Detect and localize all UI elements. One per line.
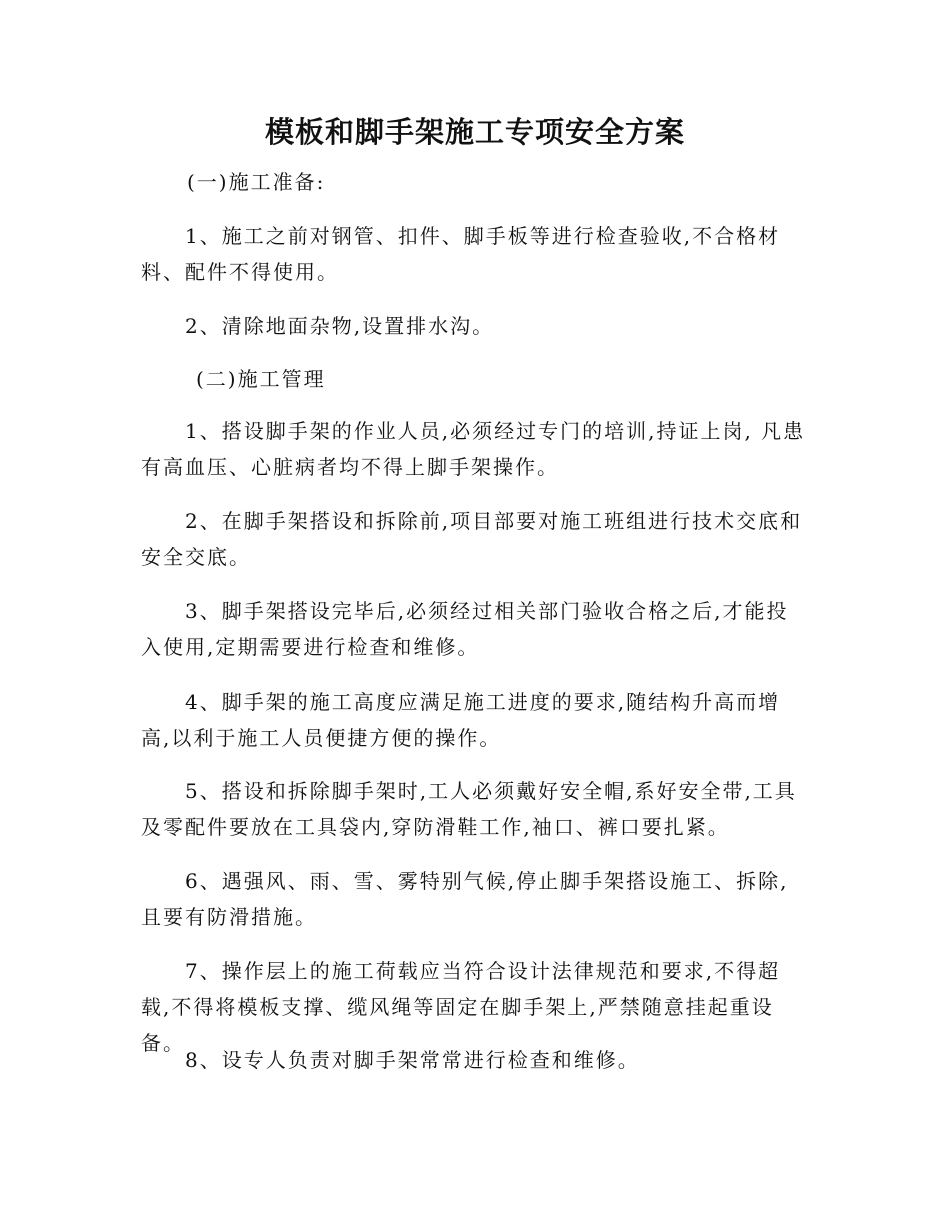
paragraph-text: 5、搭设和拆除脚手架时,工人必须戴好安全帽,系好安全带,工具及零配件要放在工具袋内,穿防滑鞋工作,袖口、裤口要扎紧。 — [141, 779, 797, 839]
paragraph — [141, 593, 807, 665]
paragraph-text: 1、施工之前对钢管、扣件、脚手板等进行检查验收,不合格材料、配件不得使用。 — [141, 224, 781, 284]
paragraph-text: 1、搭设脚手架的作业人员,必须经过专门的培训,持证上岗, 凡患有高血压、心脏病者均不得上脚手架操作。 — [141, 419, 806, 479]
paragraph — [141, 413, 807, 485]
paragraph — [141, 1042, 807, 1078]
paragraph-text: 7、操作层上的施工荷载应当符合设计法律规范和要求,不得超载,不得将模板支撑、缆风绳等固定在脚手架上,严禁随意挂起重设备。 — [141, 959, 781, 1055]
document-title: 模板和脚手架施工专项安全方案 — [264, 115, 685, 149]
paragraph — [141, 308, 807, 344]
paragraph — [141, 218, 807, 290]
section-heading-preparation: (一)施工准备: — [187, 170, 326, 194]
paragraph — [141, 684, 807, 756]
paragraph-text: 4、脚手架的施工高度应满足施工进度的要求,随结构升高而增高,以利于施工人员便捷方便的操作。 — [141, 690, 781, 750]
paragraph — [141, 863, 807, 935]
paragraph-text: 2、在脚手架搭设和拆除前,项目部要对施工班组进行技术交底和安全交底。 — [141, 509, 803, 569]
paragraph-text: 2、清除地面杂物,设置排水沟。 — [185, 314, 495, 338]
paragraph-text: 8、设专人负责对脚手架常常进行检查和维修。 — [185, 1048, 640, 1072]
paragraph-text: 6、遇强风、雨、雪、雾特别气候,停止脚手架搭设施工、拆除,且要有防滑措施。 — [141, 869, 789, 929]
paragraph — [141, 503, 807, 575]
paragraph-text: 3、脚手架搭设完毕后,必须经过相关部门验收合格之后,才能投入使用,定期需要进行检查和维修。 — [141, 599, 789, 659]
paragraph — [141, 773, 807, 845]
section-heading-management: (二)施工管理 — [196, 367, 326, 391]
